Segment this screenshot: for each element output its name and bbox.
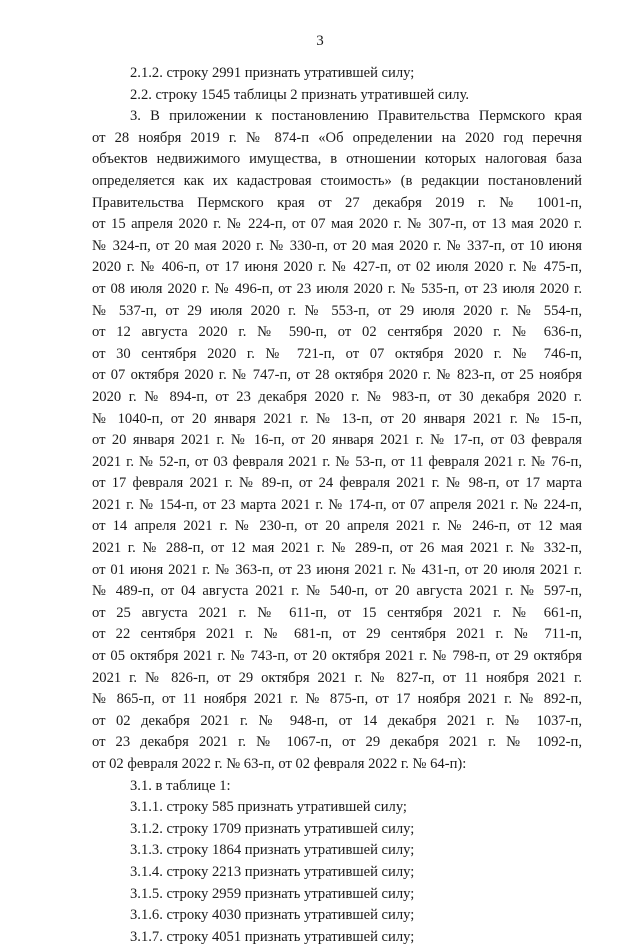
text-line: 3.1.1. строку 585 признать утратившей силу;: [130, 799, 407, 816]
text-line: № 537-п, от 29 июля 2020 г. № 553-п, от 29 июля 2020 г. № 554-п,: [92, 302, 582, 319]
text-line: 2021 г. № 52-п, от 03 февраля 2021 г. № 53-п, от 11 февраля 2021 г. № 76-п,: [92, 453, 582, 470]
text-line: 2020 г. № 406-п, от 17 июня 2020 г. № 427-п, от 02 июля 2020 г. № 475-п,: [92, 259, 582, 276]
text-line: 3.1.5. строку 2959 признать утратившей силу;: [130, 885, 415, 902]
text-line: от 25 августа 2021 г. № 611-п, от 15 сентября 2021 г. № 661-п,: [92, 604, 582, 621]
text-line: Правительства Пермского края от 27 декабря 2019 г. № 1001-п,: [92, 194, 582, 211]
text-line: от 01 июня 2021 г. № 363-п, от 23 июня 2021 г. № 431-п, от 20 июля 2021 г.: [92, 561, 582, 578]
text-line: от 15 апреля 2020 г. № 224-п, от 07 мая 2020 г. № 307-п, от 13 мая 2020 г.: [92, 216, 582, 233]
text-line: 2021 г. № 288-п, от 12 мая 2021 г. № 289-п, от 26 мая 2021 г. № 332-п,: [92, 540, 582, 557]
text-line: № 324-п, от 20 мая 2020 г. № 330-п, от 20 мая 2020 г. № 337-п, от 10 июня: [92, 237, 582, 254]
text-line: 3.1.7. строку 4051 признать утратившей силу;: [130, 928, 415, 945]
text-line: от 02 февраля 2022 г. № 63-п, от 02 февраля 2022 г. № 64-п):: [92, 756, 467, 772]
page-number: 3: [316, 33, 324, 49]
text-line: от 14 апреля 2021 г. № 230-п, от 20 апреля 2021 г. № 246-п, от 12 мая: [92, 518, 582, 535]
text-line: 3.1. в таблице 1:: [130, 777, 231, 794]
text-line: от 23 декабря 2021 г. № 1067-п, от 29 декабря 2021 г. № 1092-п,: [92, 734, 582, 751]
text-line: от 07 октября 2020 г. № 747-п, от 28 октября 2020 г. № 823-п, от 25 ноября: [92, 367, 582, 384]
text-line: 3.1.4. строку 2213 признать утратившей силу;: [130, 863, 415, 880]
text-line: от 12 августа 2020 г. № 590-п, от 02 сентября 2020 г. № 636-п,: [92, 324, 582, 341]
text-line: от 20 января 2021 г. № 16-п, от 20 января 2021 г. № 17-п, от 03 февраля: [92, 432, 582, 449]
text-line: объектов недвижимого имущества, в отношении которых налоговая база: [92, 151, 582, 168]
document-body: [92, 63, 582, 948]
text-line: 2020 г. № 894-п, от 23 декабря 2020 г. № 983-п, от 30 декабря 2020 г.: [92, 388, 582, 405]
text-line: 3. В приложении к постановлению Правительства Пермского края: [130, 108, 582, 125]
text-line: определяется как их кадастровая стоимость» (в редакции постановлений: [92, 172, 582, 189]
text-line: 2.1.2. строку 2991 признать утратившей силу;: [130, 65, 415, 81]
text-line: от 28 ноября 2019 г. № 874-п «Об определении на 2020 год перечня: [92, 129, 582, 146]
text-line: № 489-п, от 04 августа 2021 г. № 540-п, от 20 августа 2021 г. № 597-п,: [92, 583, 582, 600]
text-line: 2021 г. № 826-п, от 29 октября 2021 г. № 827-п, от 11 ноября 2021 г.: [92, 669, 582, 686]
text-line: от 22 сентября 2021 г. № 681-п, от 29 сентября 2021 г. № 711-п,: [92, 626, 582, 643]
text-line: 2.2. строку 1545 таблицы 2 признать утратившей силу.: [130, 86, 470, 103]
text-line: от 02 декабря 2021 г. № 948-п, от 14 декабря 2021 г. № 1037-п,: [92, 712, 582, 729]
text-line: от 17 февраля 2021 г. № 89-п, от 24 февраля 2021 г. № 98-п, от 17 марта: [92, 475, 582, 492]
text-line: № 1040-п, от 20 января 2021 г. № 13-п, от 20 января 2021 г. № 15-п,: [92, 410, 582, 427]
text-line: от 30 сентября 2020 г. № 721-п, от 07 октября 2020 г. № 746-п,: [92, 345, 582, 362]
text-line: от 05 октября 2021 г. № 743-п, от 20 октября 2021 г. № 798-п, от 29 октября: [92, 648, 582, 665]
text-line: 3.1.6. строку 4030 признать утратившей силу;: [130, 907, 415, 924]
text-line: № 865-п, от 11 ноября 2021 г. № 875-п, от 17 ноября 2021 г. № 892-п,: [92, 691, 582, 708]
text-line: 3.1.3. строку 1864 признать утратившей силу;: [130, 842, 415, 859]
text-line: от 08 июля 2020 г. № 496-п, от 23 июля 2020 г. № 535-п, от 23 июля 2020 г.: [92, 280, 582, 297]
text-line: 3.1.2. строку 1709 признать утратившей силу;: [130, 820, 415, 837]
text-line: 2021 г. № 154-п, от 23 марта 2021 г. № 174-п, от 07 апреля 2021 г. № 224-п,: [92, 496, 582, 513]
